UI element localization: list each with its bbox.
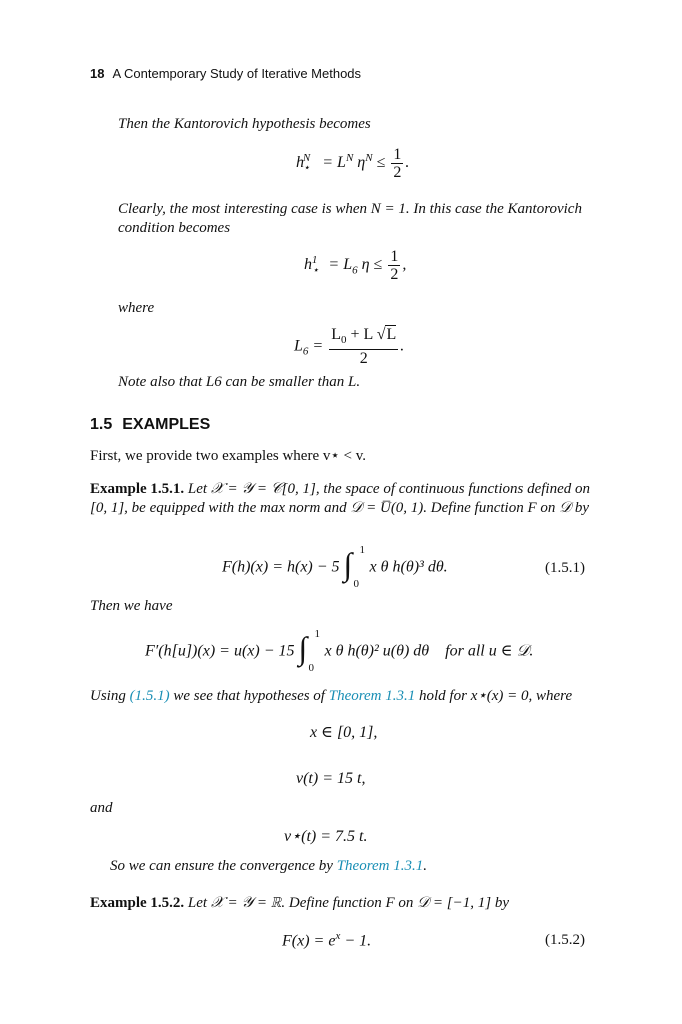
- example-label-2: Example 1.5.2.: [90, 895, 185, 911]
- text-where: where: [118, 300, 155, 316]
- paragraph-interesting-case: Clearly, the most interesting case is when N = 1. In this case the Kantorovich condition becomes: [118, 201, 582, 236]
- paragraph-convergence: So we can ensure the convergence by Theorem 1.3.1.: [110, 858, 427, 874]
- equation-v: v(t) = 15 t,: [296, 770, 366, 787]
- equation-v-star: v⋆(t) = 7.5 t.: [284, 828, 368, 845]
- text-then-we-have: Then we have: [90, 598, 173, 614]
- equation-1-5-1: F(h)(x) = h(x) − 5 ∫ 1 0 x θ h(θ)³ dθ.: [222, 544, 448, 590]
- page-number: 18: [90, 66, 105, 81]
- paragraph-using: Using (1.5.1) we see that hypotheses of Theorem 1.3.1 hold for x⋆(x) = 0, where: [90, 688, 573, 704]
- example-label: Example 1.5.1.: [90, 481, 185, 497]
- equation-number: (1.5.1): [545, 560, 585, 576]
- theorem-reference-link-2[interactable]: Theorem 1.3.1: [336, 858, 424, 874]
- example-1-5-2: [90, 894, 509, 912]
- equation-1-5-2: $F(x) = e^x - 1$.: [282, 930, 372, 950]
- equation-L6-definition: $L_6$ = $\frac{L_0 + L √L}{2}$ .: [294, 326, 405, 368]
- equation-derivative: F′(h[u])(x) = u(x) − 15 ∫ 1 0 x θ h(θ)² u(θ) dθ for all u ∈ 𝒟.: [145, 628, 534, 674]
- equation-kantorovich-hypothesis: $h_⋆^N = L^N$ $\eta^N$ ≤ $\frac{1}{2}$ .: [296, 146, 410, 181]
- equation-number-2: (1.5.2): [545, 932, 585, 948]
- equation-reference-link[interactable]: (1.5.1): [129, 688, 170, 704]
- equation-x-domain: x ∈ [0, 1],: [310, 724, 378, 741]
- example-1-5-1: [90, 480, 595, 518]
- paragraph-kantorovich: Then the Kantorovich hypothesis becomes: [118, 116, 371, 132]
- example-text-2: Let 𝒳 = 𝒴 = ℝ. Define function F on 𝒟 = [−1, 1] by: [187, 895, 509, 911]
- section-heading: [90, 416, 210, 434]
- text-and: and: [90, 800, 113, 816]
- running-header: [90, 66, 361, 81]
- paragraph-note: Note also that L6 can be smaller than L.: [118, 374, 361, 390]
- theorem-reference-link[interactable]: Theorem 1.3.1: [328, 688, 416, 704]
- paragraph-two-examples: First, we provide two examples where v⋆ < v.: [90, 448, 366, 464]
- example-text: Let 𝒳 = 𝒴 = 𝒞[0, 1], the space of continuous functions defined on [0, 1], be equipped with the max norm and 𝒟 = U̅(0, 1). Define function F on 𝒟 by: [90, 481, 590, 516]
- section-number: 1.5: [90, 416, 113, 433]
- section-title: EXAMPLES: [122, 416, 211, 433]
- equation-kantorovich-condition: $h_⋆^1 = L_6$ η ≤ $\frac{1}{2}$ ,: [304, 248, 407, 283]
- running-title: A Contemporary Study of Iterative Methods: [112, 66, 362, 81]
